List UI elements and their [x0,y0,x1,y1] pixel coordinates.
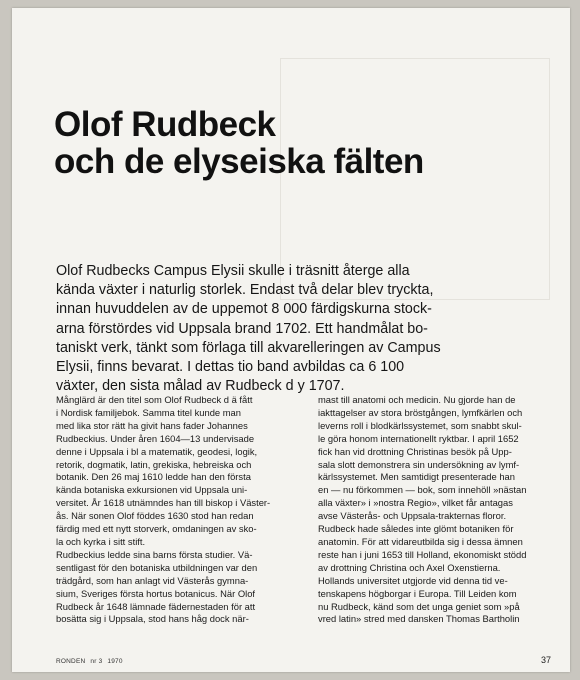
body-line: fick han vid drottning Christinas besök på Upp- [318,445,512,457]
body-line: la och kyrka i sitt stift. [56,535,146,547]
lede-line: Olof Rudbecks Campus Elysii skulle i träsnitt återge alla [56,263,410,279]
body-line: en — nu förkommen — bok, som innehöll »nästan [318,484,527,496]
magazine-name: RONDEN [56,658,86,665]
body-line: Rudbeck hade således inte glömt botaniken för [318,523,514,535]
body-line: Hollands universitet utgjorde vid denna tid ve- [318,574,508,586]
body-line: kärlssystemet. Men samtidigt presenterade han [318,471,515,483]
body-line: bosätta sig i Uppsala, stod hans håg dock när- [56,613,249,625]
article-lede [56,262,556,396]
body-line: färdig med ett nytt storverk, omdaningen av sko- [56,523,257,535]
body-line: i Nordisk familjebok. Samma titel kunde man [56,406,241,418]
body-line: le göra honom internationellt ryktbar. I april 1652 [318,432,519,444]
body-line: denne i Uppsala i bl a matematik, geodesi, logik, [56,445,258,457]
body-line: anatomin. För att vidareutbilda sig i dessa ämnen [318,535,523,547]
body-line: tenskapens högborgar i Europa. Till Leiden kom [318,587,517,599]
issue-year: 1970 [107,658,123,665]
body-line: sala slott demonstrera sin undersökning av lymf- [318,458,520,470]
lede-line: kända växter i naturlig storlek. Endast två delar blev tryckta, [56,282,434,299]
body-line: trädgård, som han anlagt vid Västerås gymna- [56,574,249,586]
body-line: nu Rudbeck, känd som det unga geniet som »på [318,600,520,612]
body-line: sium, Sveriges första hortus botanicus. När Olof [56,587,256,599]
lede-line: växter, den sista målad av Rudbeck d y 1707. [56,378,345,395]
body-line: iakttagelser av stora bröstgången, lymfkärlen och [318,406,523,418]
body-line: Rudbeck år 1648 lämnade fädernestaden för att [56,600,256,612]
body-column-left [56,394,302,626]
title-line: Olof Rudbeck [54,105,276,144]
lede-line: innan huvuddelen av de uppemot 8 000 färdigskurna stock- [56,301,432,318]
body-line: versitet. År 1618 utnämndes han till biskop i Väster- [56,497,271,509]
article-title [54,106,424,180]
body-line: botanik. Den 26 maj 1610 ledde han den första [56,471,251,483]
page-number: 37 [541,655,552,665]
body-line: vred latin» stred med dansken Thomas Bartholin [318,613,520,625]
body-line: avse Västerås- och Uppsala-trakternas floror. [318,510,507,522]
body-line: Rudbeckius ledde sina barns första studier. Vä- [56,548,253,560]
body-line: Månglärd är den titel som Olof Rudbeck d ä fått [56,394,253,405]
body-line: med lika stor rätt ha givit hans fader Johannes [56,419,248,431]
body-line: sentligast för den botaniska utbildningen var den [56,561,258,573]
body-line: Rudbeckius. Under åren 1604—13 undervisade [56,432,255,444]
body-line: leverns roll i blodkärlssystemet, som snabbt skul- [318,419,522,431]
body-line: ås. När sonen Olof föddes 1630 stod han redan [56,510,254,522]
magazine-page [12,8,570,672]
body-column-right [318,394,564,626]
body-line: mast till anatomi och medicin. Nu gjorde han de [318,394,516,405]
lede-line: Elysii, finns bevarat. I dettas tio band avbildas ca 6 100 [56,359,405,376]
page-footer [56,658,126,665]
body-line: retorik, dogmatik, latin, grekiska, hebreiska och [56,458,252,470]
body-line: av drottning Christina och Axel Oxenstierna. [318,561,501,573]
lede-line: taniskt verk, tänkt som förlaga till akvarelleringen av Campus [56,339,441,356]
body-line: alla växter» i »nostra Regio», vilket får antagas [318,497,513,509]
lede-line: arna förstördes vid Uppsala brand 1702. Ett handmålat bo- [56,320,428,337]
body-line: kända botaniska exkursionen vid Uppsala uni- [56,484,248,496]
title-line: och de elyseiska fälten [54,142,424,181]
body-line: reste han i juni 1653 till Holland, ekonomiskt stödd [318,548,527,560]
issue-number: nr 3 [90,658,103,665]
